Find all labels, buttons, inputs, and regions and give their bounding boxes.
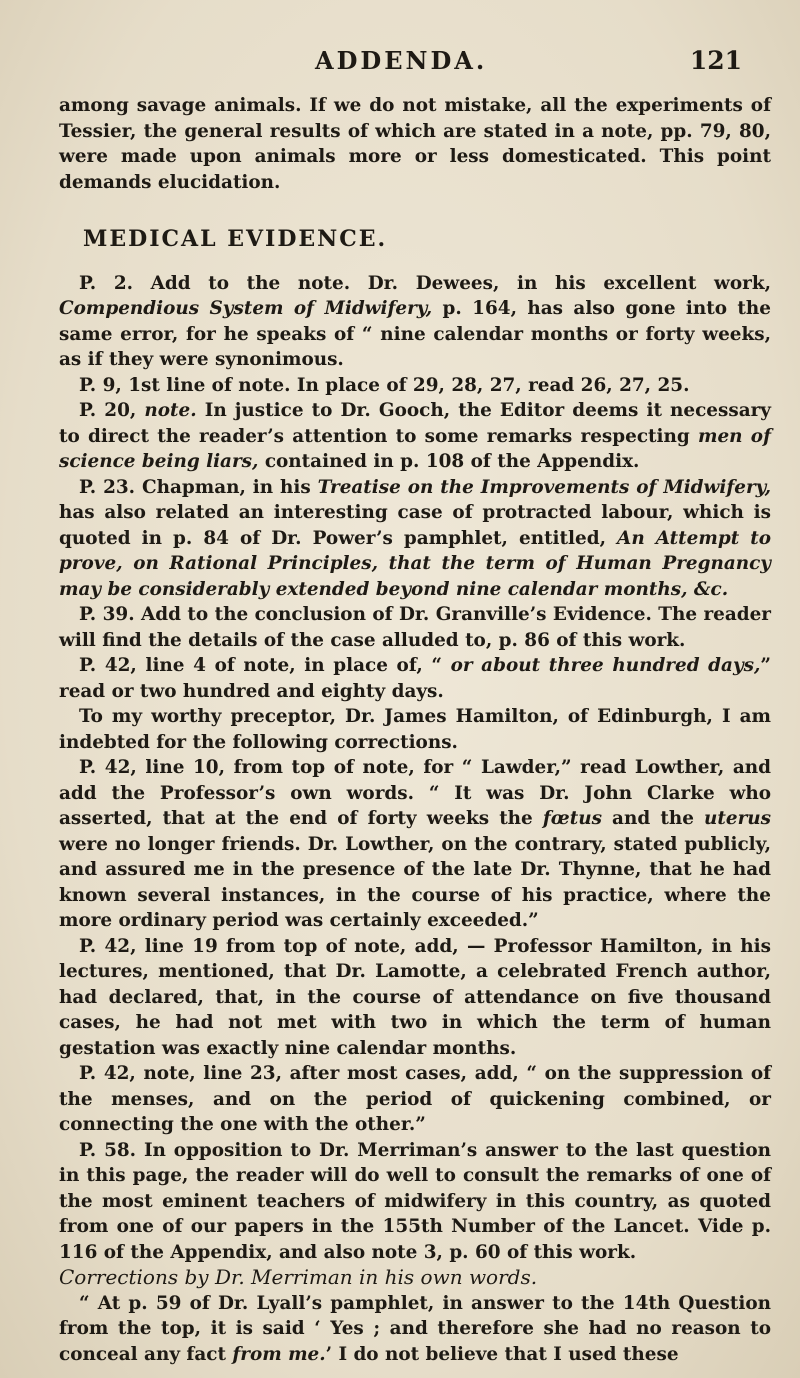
paragraph-p2 — [59, 271, 771, 373]
text-run: P. 42, line 4 of note, in place of, “ — [79, 655, 451, 676]
running-head: ADDENDA. — [315, 46, 488, 75]
paragraph-p42-line19: P. 42, line 19 from top of note, add, — Professor Hamilton, in his lectures, mentioned, that Dr. Lamotte, a celebrated French author, had declared, that, in the course of attendance on five thousand cases, he had not met with two in which the term of human gestation was exactly nine calendar months. — [59, 935, 771, 1059]
paragraph-preceptor: To my worthy preceptor, Dr. James Hamilton, of Edinburgh, I am indebted for the following corrections. — [59, 706, 771, 753]
page-header — [60, 46, 760, 80]
italic-run: An Attempt to prove, on Rational Principles, that the term of Human Pregnancy may be considerably extended beyond nine calendar months, &c. — [59, 527, 771, 600]
paragraph-p23 — [59, 475, 771, 603]
italic-run: from me. — [232, 1343, 326, 1365]
paragraph-p20 — [59, 398, 771, 475]
text-run: contained in p. 108 of the Appendix. — [258, 451, 640, 472]
paragraph-p39: P. 39. Add to the conclusion of Dr. Granville’s Evidence. The reader will find the details of the case alluded to, p. 86 of this work. — [59, 604, 771, 651]
subheading-corrections: Corrections by Dr. Merriman in his own words. — [59, 1265, 538, 1289]
text-run: P. 42, line 10, from top of note, for “ Lawder,” read Lowther, and add the Professor’s own words. “ It was Dr. John Clarke who asserted, that at the end of forty weeks the — [59, 757, 771, 829]
text-run: “ At p. 59 of Dr. Lyall’s pamphlet, in answer to the 14th Question from the top, it is said ‘ Yes ; and therefore she had no reason to conceal any fact — [59, 1292, 771, 1365]
text-run: P. 23. Chapman, in his — [79, 476, 318, 498]
text-run: p. 164, has also gone into the same error, for he speaks of “ nine calendar months or forty weeks, as if they were synonimous. — [59, 298, 771, 370]
italic-run: note. — [144, 400, 197, 421]
italic-run: men of science being liars, — [59, 425, 771, 472]
text-run: ’ I do not believe that I used these — [325, 1343, 679, 1365]
italic-run: uterus — [704, 808, 772, 829]
page-number: 121 — [689, 46, 742, 75]
page-body — [59, 93, 771, 1367]
text-run: P. 20, — [79, 400, 145, 421]
paragraph-p9: P. 9, 1st line of note. In place of 29, 28, 27, read 26, 27, 25. — [79, 374, 690, 396]
paragraph-p42-line10 — [59, 755, 771, 934]
paragraph-p42-line23: P. 42, note, line 23, after most cases, add, “ on the suppression of the menses, and on the period of quickening combined, or connecting the one with the other.” — [59, 1063, 771, 1135]
text-run: were no longer friends. Dr. Lowther, on the contrary, stated publicly, and assured me in the presence of the late Dr. Thynne, that he had known several instances, in the course of his practice, where the more ordinary period was certainly exceeded.” — [59, 833, 771, 931]
italic-run: Treatise on the Improvements of Midwifery, — [317, 476, 771, 498]
text-run: P. 2. Add to the note. Dr. Dewees, in his excellent work, — [79, 272, 771, 294]
text-run: In justice to Dr. Gooch, the Editor deems it necessary to direct the reader’s attention to some remarks respecting — [59, 400, 771, 447]
paragraph-p42-line4 — [59, 653, 771, 704]
text-run: ” read or two hundred and eighty days. — [59, 655, 771, 702]
italic-run: or about three hundred days, — [450, 655, 761, 676]
text-run: and the — [601, 808, 705, 829]
section-heading: MEDICAL EVIDENCE. — [83, 226, 388, 252]
paragraph-p58: P. 58. In opposition to Dr. Merriman’s answer to the last question in this page, the reader will do well to consult the remarks of one of the most eminent teachers of midwifery in this country, as quoted from one of our papers in the 155th Number of the Lancet. Vide p. 116 of the Appendix, and also note 3, p. 60 of this work. — [59, 1139, 771, 1263]
text-run: has also related an interesting case of protracted labour, which is quoted in p. 84 of Dr. Power’s pamphlet, entitled, — [59, 502, 771, 549]
paragraph-intro: among savage animals. If we do not mistake, all the experiments of Tessier, the general results of which are stated in a note, pp. 79, 80, were made upon animals more or less domesticated. This point demands elucidation. — [59, 95, 771, 193]
paragraph-p59 — [59, 1291, 771, 1368]
italic-run: Compendious System of Midwifery, — [59, 298, 433, 319]
italic-run: fœtus — [542, 808, 602, 829]
